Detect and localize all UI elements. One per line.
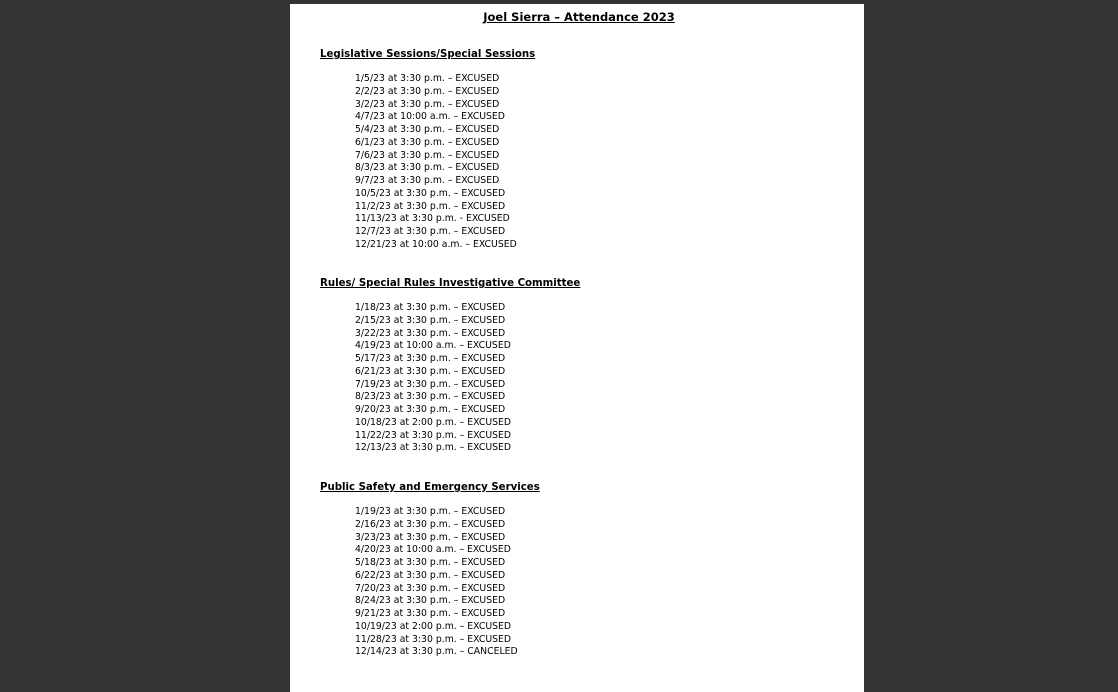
attendance-entry: 1/19/23 at 3:30 p.m. – EXCUSED — [355, 506, 506, 517]
attendance-entry: 12/13/23 at 3:30 p.m. – EXCUSED — [355, 442, 512, 454]
attendance-entry: 5/18/23 at 3:30 p.m. – EXCUSED — [355, 557, 506, 568]
attendance-entry: 8/24/23 at 3:30 p.m. – EXCUSED — [355, 595, 506, 607]
attendance-entry: 12/14/23 at 3:30 p.m. – CANCELED — [355, 646, 518, 658]
attendance-entry: 10/19/23 at 2:00 p.m. – EXCUSED — [355, 620, 512, 632]
attendance-entry: 5/17/23 at 3:30 p.m. – EXCUSED — [355, 353, 506, 364]
attendance-entry: 4/7/23 at 10:00 a.m. – EXCUSED — [355, 111, 505, 123]
attendance-entry: 9/20/23 at 3:30 p.m. – EXCUSED — [355, 404, 506, 415]
attendance-entry: 7/20/23 at 3:30 p.m. – EXCUSED — [355, 582, 506, 594]
attendance-entry: 7/6/23 at 3:30 p.m. – EXCUSED — [355, 149, 500, 161]
attendance-entry: 8/23/23 at 3:30 p.m. – EXCUSED — [355, 391, 506, 403]
attendance-list — [320, 302, 580, 455]
attendance-entry: 3/23/23 at 3:30 p.m. – EXCUSED — [355, 531, 506, 543]
attendance-entry: 8/3/23 at 3:30 p.m. – EXCUSED — [355, 162, 500, 174]
attendance-entry: 6/1/23 at 3:30 p.m. – EXCUSED — [355, 136, 500, 148]
attendance-entry: 11/13/23 at 3:30 p.m. - EXCUSED — [355, 213, 510, 225]
attendance-entry: 9/21/23 at 3:30 p.m. – EXCUSED — [355, 608, 506, 619]
section-heading: Legislative Sessions/Special Sessions — [320, 49, 536, 60]
section-heading: Public Safety and Emergency Services — [320, 482, 540, 493]
attendance-entry: 9/7/23 at 3:30 p.m. – EXCUSED — [355, 175, 500, 186]
attendance-entry: 11/22/23 at 3:30 p.m. – EXCUSED — [355, 429, 512, 441]
attendance-entry: 3/22/23 at 3:30 p.m. – EXCUSED — [355, 327, 506, 339]
attendance-entry: 1/18/23 at 3:30 p.m. – EXCUSED — [355, 302, 506, 313]
attendance-entry: 10/5/23 at 3:30 p.m. – EXCUSED — [355, 187, 506, 199]
attendance-entry: 4/19/23 at 10:00 a.m. – EXCUSED — [355, 340, 511, 352]
section-heading: Rules/ Special Rules Investigative Committee — [320, 278, 581, 289]
attendance-entry: 3/2/23 at 3:30 p.m. – EXCUSED — [355, 98, 500, 110]
attendance-entry: 11/2/23 at 3:30 p.m. – EXCUSED — [355, 200, 506, 212]
attendance-entry: 6/22/23 at 3:30 p.m. – EXCUSED — [355, 569, 506, 581]
attendance-entry: 4/20/23 at 10:00 a.m. – EXCUSED — [355, 544, 511, 556]
attendance-entry: 5/4/23 at 3:30 p.m. – EXCUSED — [355, 124, 500, 135]
section-legislative-sessions — [320, 48, 535, 252]
attendance-list — [320, 73, 535, 252]
attendance-entry: 1/5/23 at 3:30 p.m. – EXCUSED — [355, 73, 500, 84]
document-title: Joel Sierra – Attendance 2023 — [483, 10, 675, 24]
section-rules-committee — [320, 277, 580, 455]
attendance-entry: 11/28/23 at 3:30 p.m. – EXCUSED — [355, 633, 512, 645]
document-page — [290, 4, 864, 692]
attendance-entry: 6/21/23 at 3:30 p.m. – EXCUSED — [355, 365, 506, 377]
attendance-entry: 10/18/23 at 2:00 p.m. – EXCUSED — [355, 416, 512, 428]
attendance-entry: 7/19/23 at 3:30 p.m. – EXCUSED — [355, 378, 506, 390]
attendance-entry: 2/16/23 at 3:30 p.m. – EXCUSED — [355, 518, 506, 530]
attendance-entry: 2/15/23 at 3:30 p.m. – EXCUSED — [355, 314, 506, 326]
attendance-entry: 12/21/23 at 10:00 a.m. – EXCUSED — [355, 238, 517, 250]
attendance-entry: 2/2/23 at 3:30 p.m. – EXCUSED — [355, 85, 500, 97]
attendance-entry: 12/7/23 at 3:30 p.m. – EXCUSED — [355, 226, 506, 237]
section-public-safety — [320, 481, 540, 659]
attendance-list — [320, 506, 540, 659]
